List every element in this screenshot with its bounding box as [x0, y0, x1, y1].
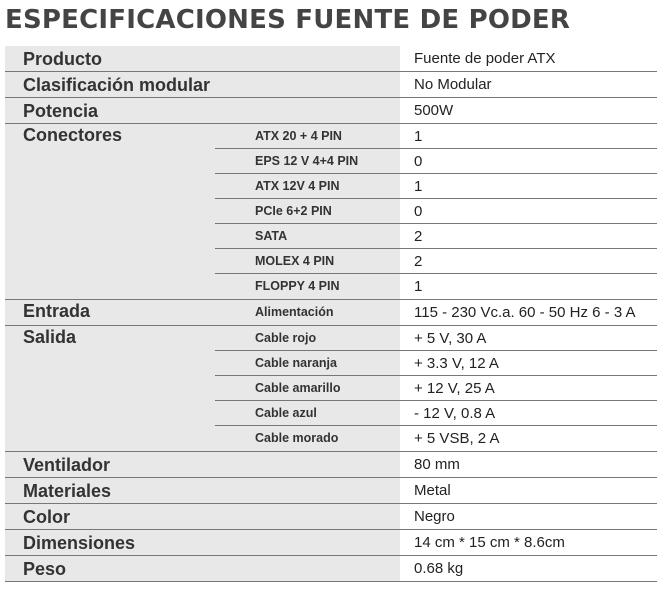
spec-value: 115 - 230 Vc.a. 60 - 50 Hz 6 - 3 A [414, 304, 636, 321]
spec-row-peso [5, 556, 657, 582]
spec-label: Potencia [23, 101, 99, 121]
spec-label: Salida [23, 327, 77, 347]
spec-table [5, 46, 657, 582]
spec-subrow-cable-morado [5, 426, 657, 451]
spec-value: + 5 V, 30 A [414, 330, 487, 347]
spec-label: Clasificación modular [23, 75, 211, 95]
spec-sublabel: Cable naranja [215, 351, 657, 376]
spec-value: 80 mm [414, 456, 460, 473]
spec-sublabel: Cable rojo [215, 326, 657, 351]
spec-sublabel: EPS 12 V 4+4 PIN [215, 149, 657, 174]
spec-subrow-sata [5, 224, 657, 249]
spec-label: Dimensiones [23, 533, 136, 553]
spec-value: + 5 VSB, 2 A [414, 430, 500, 447]
spec-row-salida [5, 326, 657, 452]
spec-sublabel: ATX 20 + 4 PIN [215, 124, 657, 149]
spec-value: 500W [414, 102, 454, 119]
spec-sublabel: Cable morado [255, 431, 339, 445]
spec-sublabel: FLOPPY 4 PIN [255, 279, 340, 293]
spec-row-conectores [5, 124, 657, 300]
spec-label: Ventilador [23, 455, 111, 475]
spec-label: Producto [23, 49, 102, 69]
spec-sublabel: ATX 12V 4 PIN [215, 174, 657, 199]
spec-value: 1 [414, 178, 423, 195]
spec-value: No Modular [414, 76, 492, 93]
spec-subrow-pcie-6-2-pin [5, 199, 657, 224]
spec-label: Color [23, 507, 70, 527]
spec-sublabel: Cable amarillo [215, 376, 657, 401]
spec-row-producto [5, 46, 657, 72]
spec-value: 1 [414, 278, 423, 295]
spec-value: 14 cm * 15 cm * 8.6cm [414, 534, 565, 551]
spec-row-entrada [5, 300, 657, 326]
spec-row-clasificacion-modular [5, 72, 657, 98]
spec-subrow-alimentacion [5, 300, 657, 325]
spec-value: 0 [414, 153, 423, 170]
spec-value: Negro [414, 508, 455, 525]
page-title: ESPECIFICACIONES FUENTE DE PODER [5, 5, 571, 35]
spec-label: Materiales [23, 481, 112, 501]
spec-row-color [5, 504, 657, 530]
spec-sublabel: MOLEX 4 PIN [215, 249, 657, 274]
spec-subrow-molex-4-pin [5, 249, 657, 274]
spec-value: 0.68 kg [414, 560, 464, 577]
spec-row-dimensiones [5, 530, 657, 556]
spec-value: 1 [414, 128, 423, 145]
spec-value: 2 [414, 228, 423, 245]
spec-value: 0 [414, 203, 423, 220]
spec-value: Metal [414, 482, 451, 499]
spec-sublabel: Cable azul [215, 401, 657, 426]
spec-subrow-floppy-4-pin [5, 274, 657, 299]
spec-label: Peso [23, 559, 67, 579]
spec-sublabel: SATA [215, 224, 657, 249]
spec-sublabel: PCIe 6+2 PIN [215, 199, 657, 224]
spec-value: Fuente de poder ATX [414, 50, 556, 67]
spec-subrow-cable-naranja [5, 351, 657, 376]
spec-label: Entrada [23, 301, 91, 321]
spec-row-materiales [5, 478, 657, 504]
spec-row-potencia [5, 98, 657, 124]
spec-value: + 3.3 V, 12 A [414, 355, 499, 372]
spec-subrow-cable-amarillo [5, 376, 657, 401]
spec-sublabel: Alimentación [255, 305, 334, 319]
spec-subrow-eps-12-v-4-4-pin [5, 149, 657, 174]
spec-subrow-cable-rojo [5, 326, 657, 351]
spec-value: 2 [414, 253, 423, 270]
spec-label: Conectores [23, 125, 123, 145]
spec-value: + 12 V, 25 A [414, 380, 495, 397]
spec-value: - 12 V, 0.8 A [414, 405, 496, 422]
spec-subrow-atx-12v-4-pin [5, 174, 657, 199]
spec-row-ventilador [5, 452, 657, 478]
spec-subrow-cable-azul [5, 401, 657, 426]
